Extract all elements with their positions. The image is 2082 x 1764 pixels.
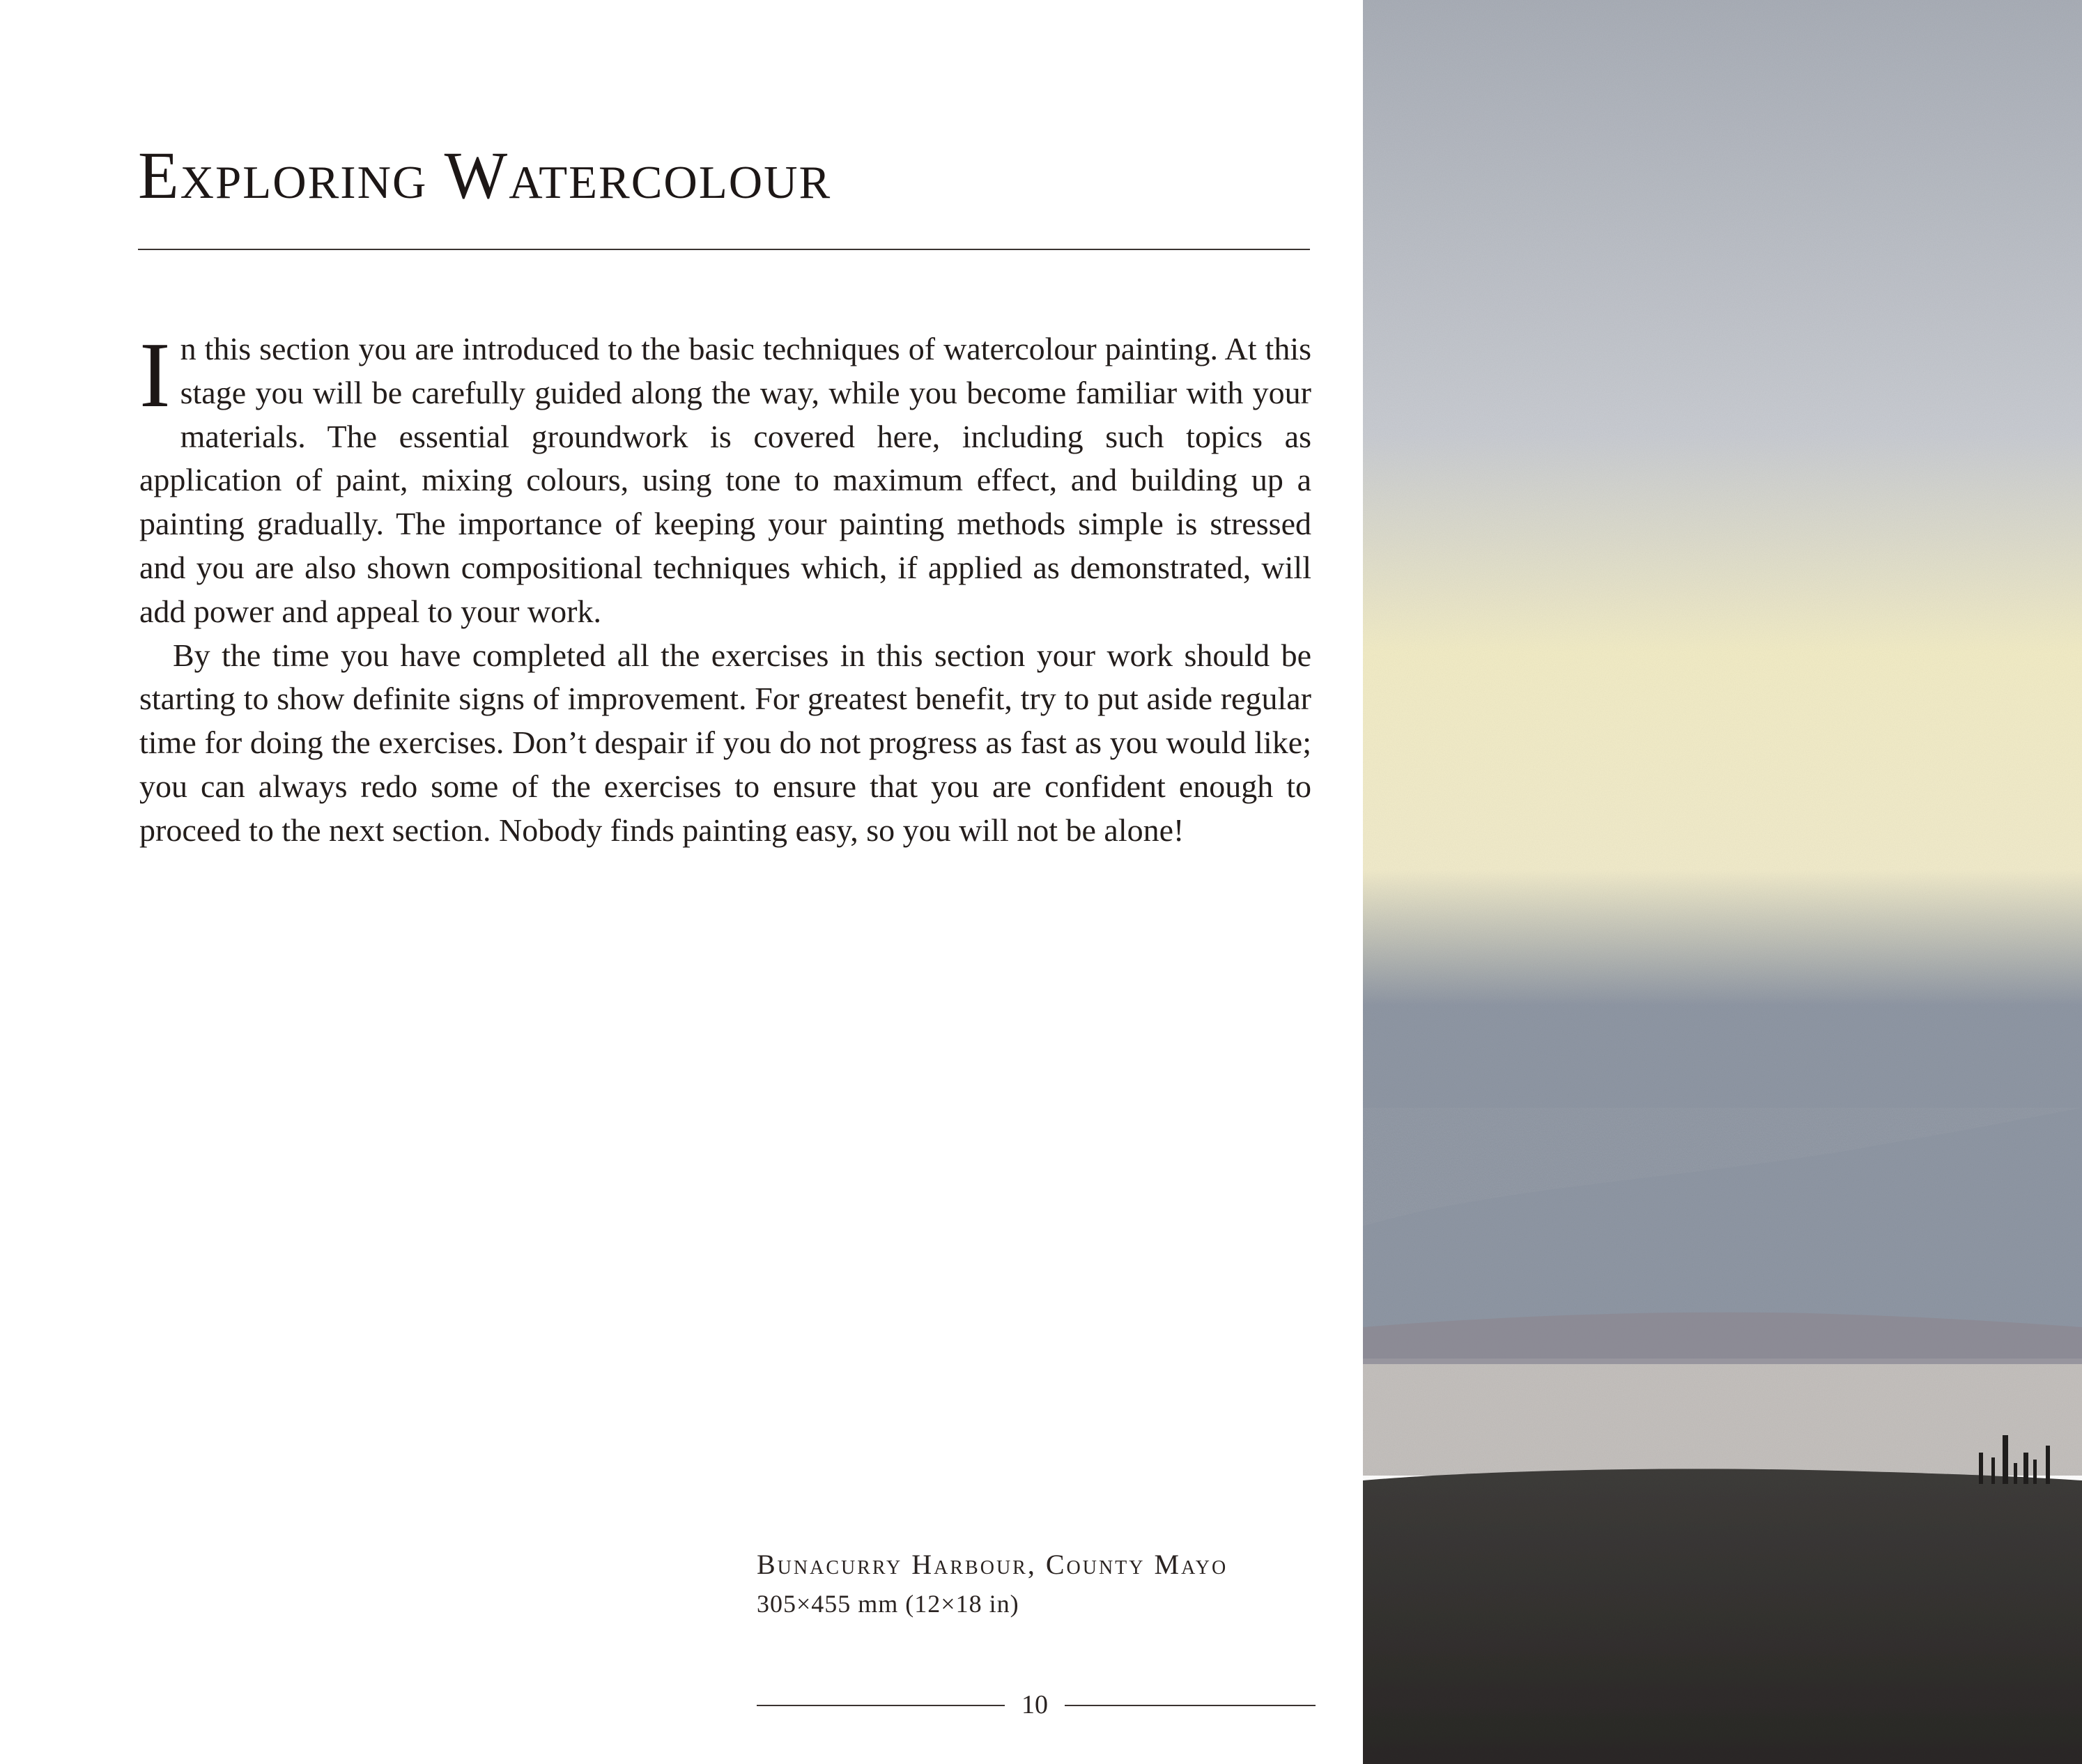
harbour-water: [1363, 1364, 2082, 1476]
footer-rule-left: [757, 1705, 1005, 1706]
foreground-land: [1363, 1469, 2082, 1764]
page-number: 10: [1021, 1690, 1048, 1719]
page-title: Exploring Watercolour: [138, 138, 832, 212]
far-hills: [1363, 1313, 2082, 1365]
text-column: [138, 0, 1316, 1764]
intro-paragraph: In this section you are introduced to the basic techniques of watercolour painting. At this stage you will be carefully guided along the way, while you become familiar with your materials. The essential groundwork is covered here, including such topics as application of paint, mixing colours, using tone to maximum effect, and building up a painting gradually. The importance of keeping your painting methods simple is stressed and you are also shown compositional techniques which, if applied as demonstrated, will add power and appeal to your work.: [139, 323, 1311, 629]
caption-dimensions: 305×455 mm (12×18 in): [757, 1590, 1019, 1618]
second-paragraph: By the time you have completed all the exercises in this section your work should be starting to show definite signs of improvement. For greatest benefit, try to put aside regular time for doing the exercises. Don’t despair if you do not progress as fast as you would like; you can always redo some of the exercises to ensure that you are confident enough to proceed to the next section. Nobody finds painting easy, so you will not be alone!: [139, 637, 1311, 848]
painting-caption: [757, 1545, 1228, 1623]
page-footer: [757, 1687, 1314, 1722]
body-text: [139, 323, 1311, 853]
caption-title: Bunacurry Harbour, County Mayo: [757, 1549, 1228, 1580]
painting-illustration: [1363, 0, 2082, 1764]
title-underline: [138, 249, 1310, 250]
watercolour-painting: [1363, 0, 2082, 1764]
footer-rule-right: [1065, 1705, 1316, 1706]
